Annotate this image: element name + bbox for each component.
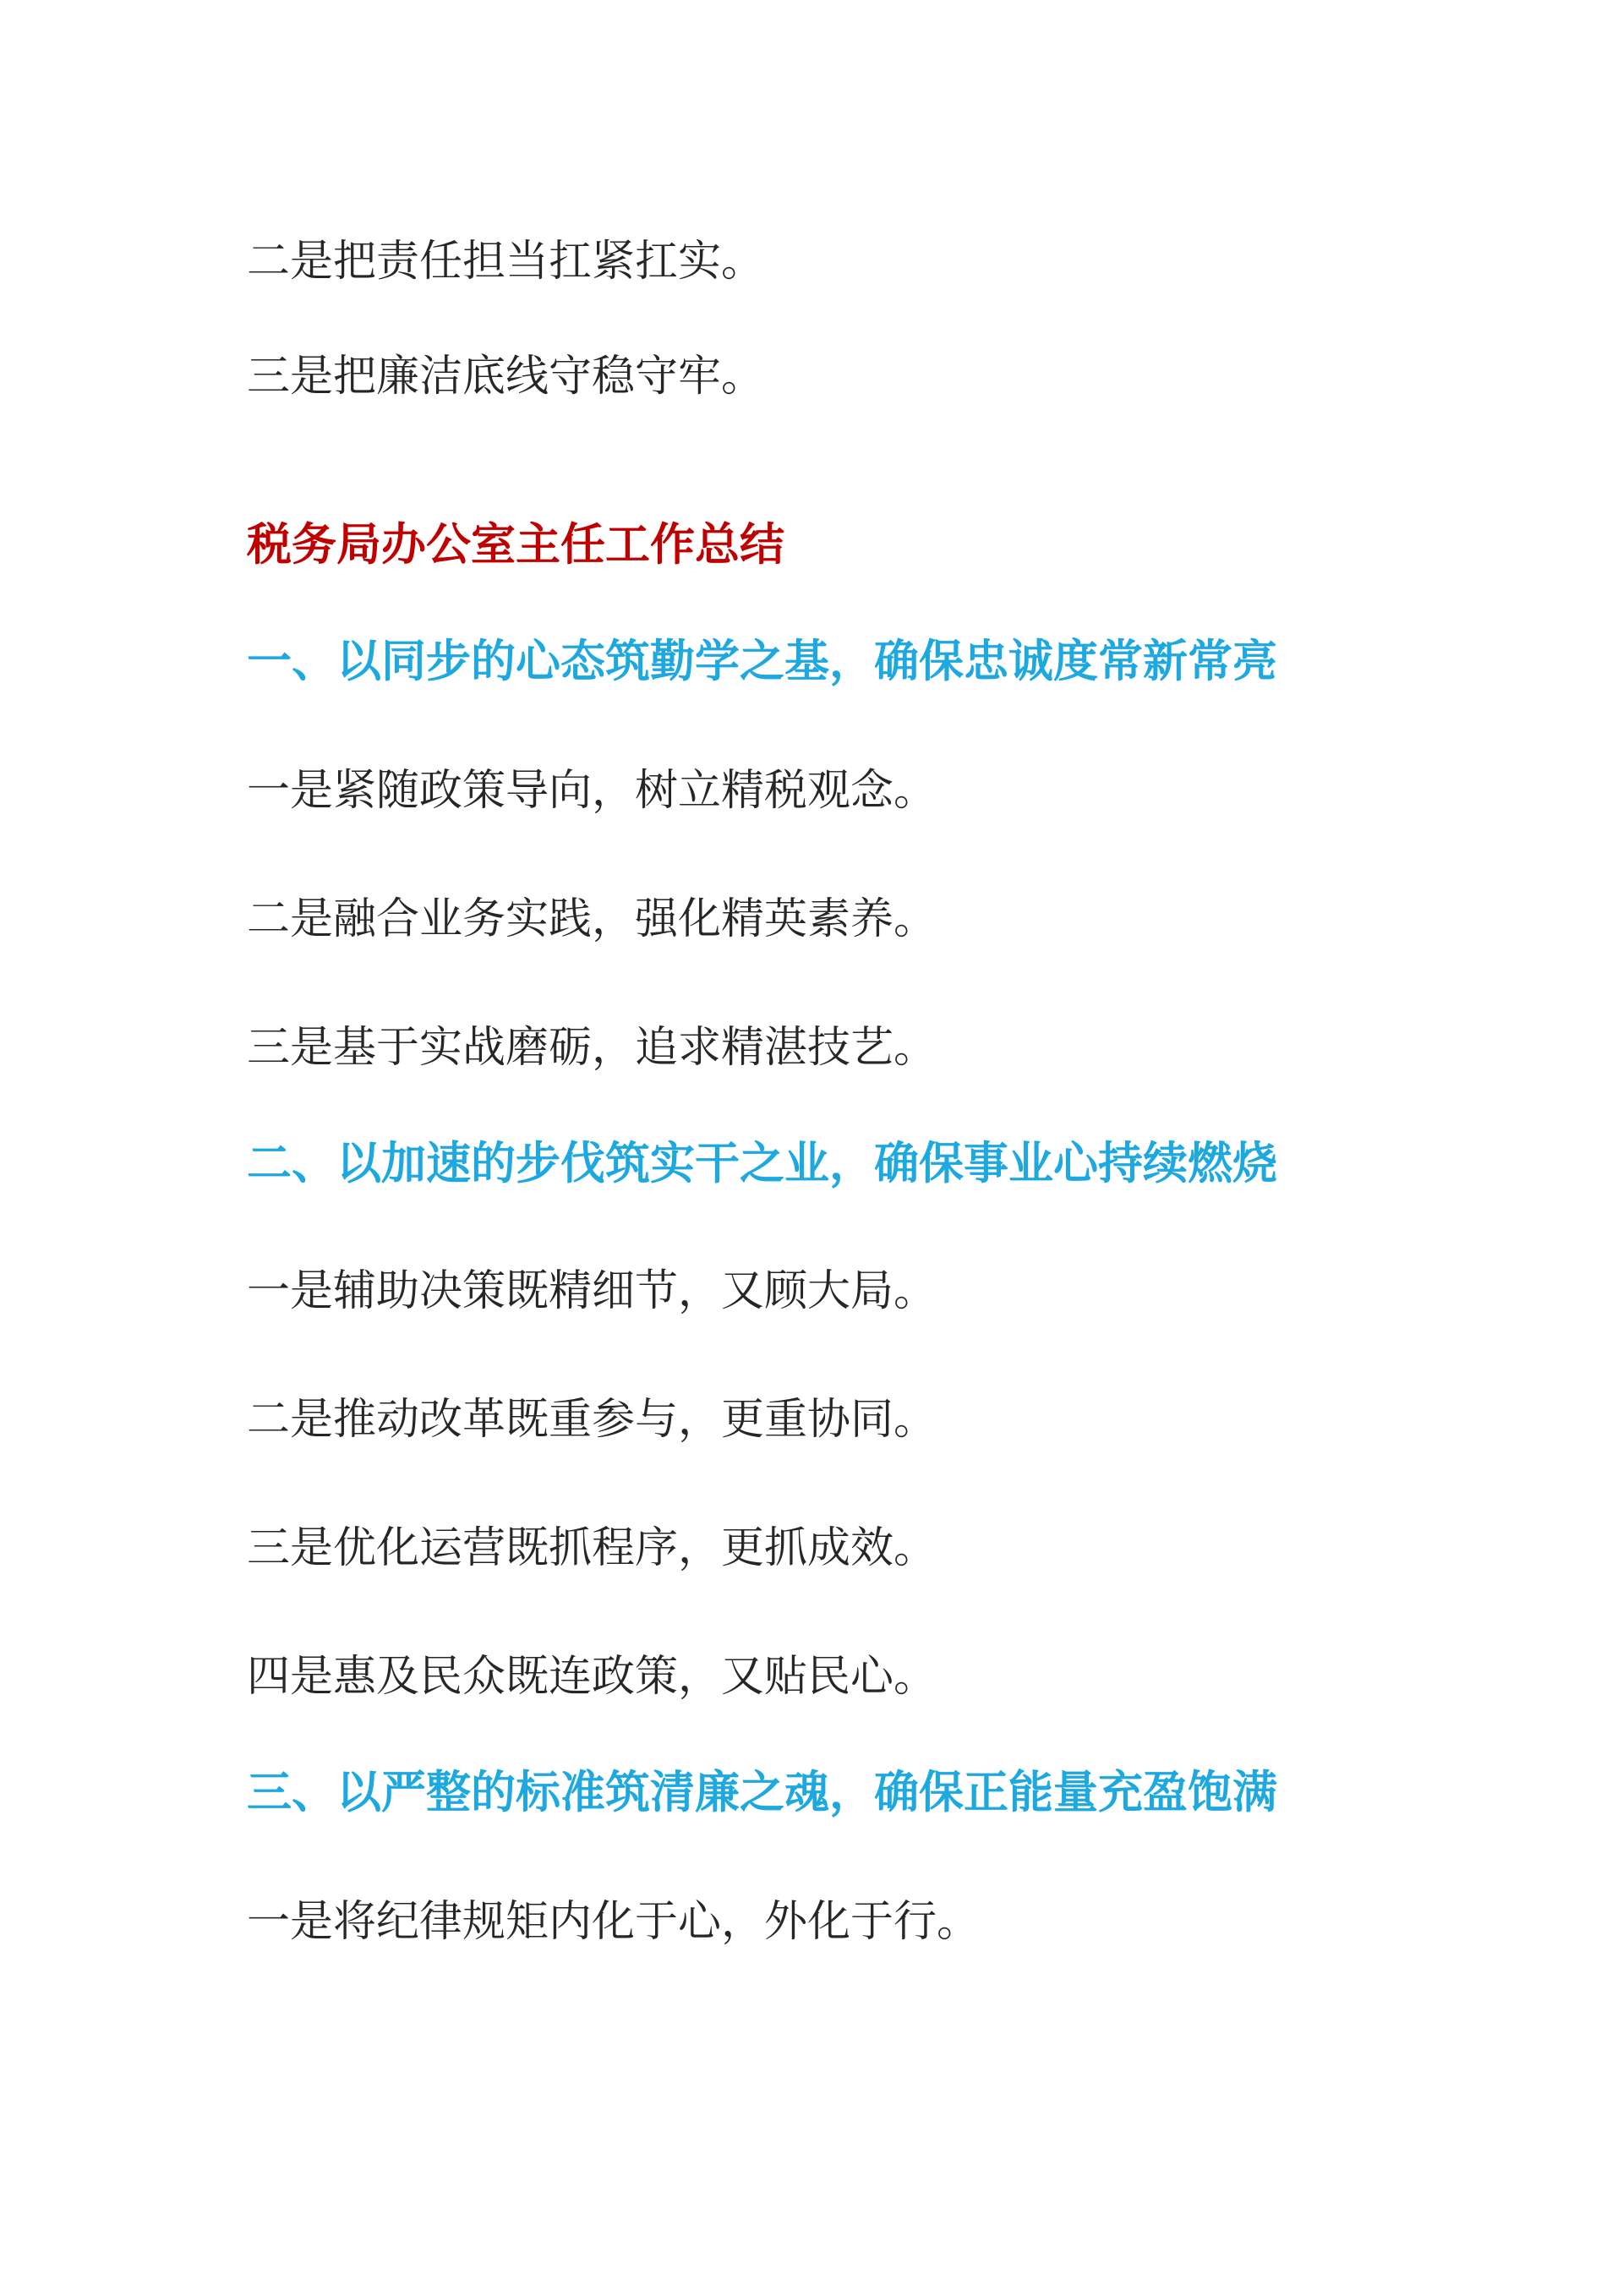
list-item: 四是惠及民众既连政策，又贴民心。 (247, 1652, 937, 1702)
section-heading: 一、以同步的心态筑勤学之基，确保忠诚度常新常亮 (247, 636, 1277, 687)
list-item: 三是基于实战磨砺，追求精湛技艺。 (247, 1023, 937, 1073)
list-item: 一是将纪律规矩内化于心，外化于行。 (247, 1897, 981, 1947)
list-item: 三是优化运营既抓程序，更抓成效。 (247, 1523, 937, 1573)
list-item: 一是紧随政策导向，树立精税观念。 (247, 766, 937, 816)
section-heading: 二、以加速的步伐筑实干之业，确保事业心持续燃烧 (247, 1138, 1277, 1189)
list-item: 二是推动改革既重参与，更重协同。 (247, 1395, 937, 1445)
list-item: 二是融合业务实践，强化精英素养。 (247, 894, 937, 944)
list-item: 一是辅助决策既精细节，又顾大局。 (247, 1266, 937, 1316)
intro-line: 二是把责任担当扛紧扛实。 (247, 237, 765, 287)
intro-line: 三是把廉洁底线守稳守牢。 (247, 352, 765, 402)
document-title: 税务局办公室主任工作总结 (247, 519, 784, 571)
section-heading: 三、以严整的标准筑清廉之魂，确保正能量充盈饱满 (247, 1767, 1277, 1818)
